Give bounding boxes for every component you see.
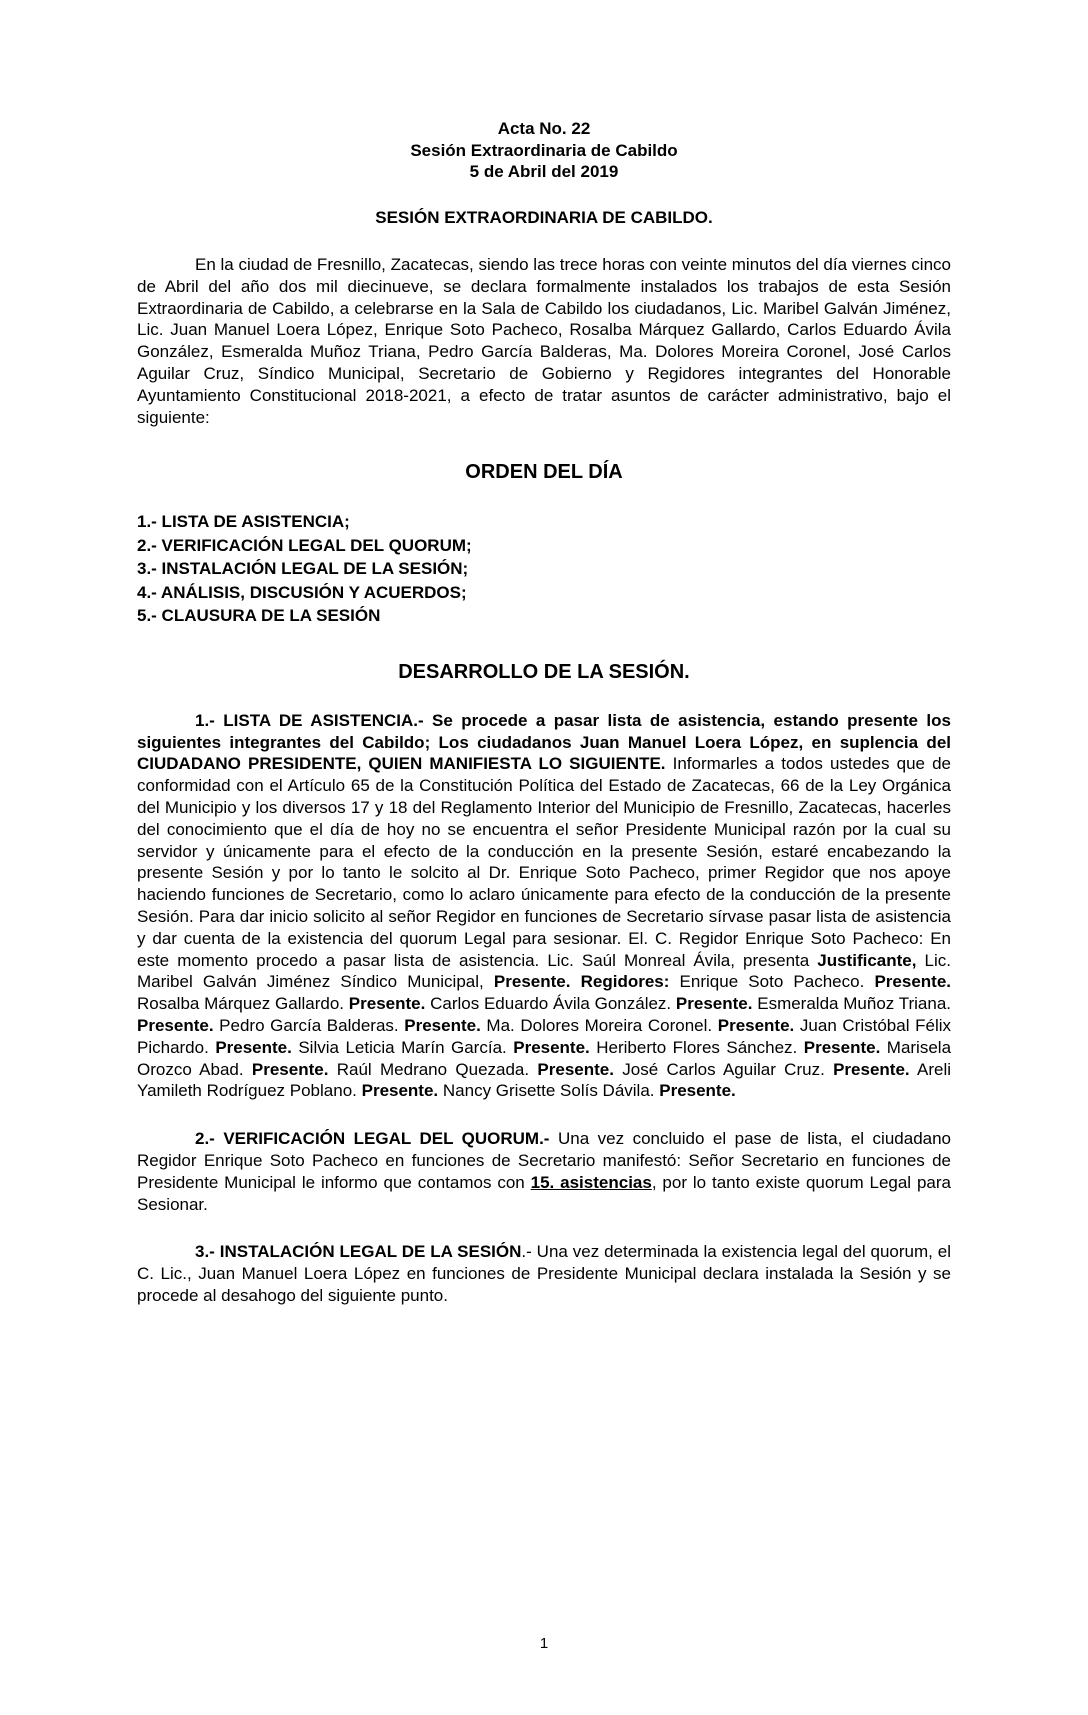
text-run: Rosalba Márquez Gallardo. [137,994,349,1014]
text-run: José Carlos Aguilar Cruz. [613,1059,834,1079]
text-run: Presente. [251,1059,329,1079]
text-run: Informarles a todos ustedes que de conformidad con el Artículo 65 de la Constitución Política del Estado de Zacatecas, 66 de la Ley Orgánica del Municipio y los diversos 17 y 18 del Reglamento Interior del Municipio de Fresnillo, Zacatecas, hacerles del conocimiento que el día de hoy no se encuentra el señor Presidente Municipal razón por la cual su servidor y únicamente para el efecto de la conducción en la presente Sesión, estaré encabezando la presente Sesión y por lo tanto le solcito al Dr. Enrique Soto Pacheco, primer Regidor que nos apoye haciendo funciones de Secretario, como lo aclaro únicamente para efecto de la conducción de la presente Sesión. Para dar inicio solicito al señor Regidor en funciones de Secretario sírvase pasar lista de asistencia y dar cuenta de la existencia del quorum Legal para sesionar. El. C. Regidor Enrique Soto Pacheco: En este momento procedo a pasar lista de asistencia. Lic. Saúl Monreal Ávila, presenta [137,754,951,970]
orden-del-dia-heading: ORDEN DEL DÍA [465,461,623,484]
orden-item-2: 2.- VERIFICACIÓN LEGAL DEL QUORUM; [137,535,472,555]
text-run: Enrique Soto Pacheco. [669,972,875,992]
text-run: 2.- VERIFICACIÓN LEGAL DEL QUORUM.- [195,1129,550,1149]
text-run: Marisela Orozco Abad. [137,1037,952,1079]
session-date: 5 de Abril del 2019 [469,162,619,181]
text-run: .- Una vez determinada la existencia legal del quorum, el C. Lic., Juan Manuel Loera López en funciones de Presidente Municipal declara instalada la Sesión y se procede al desahogo del siguiente punto. [137,1242,951,1305]
text-run: Presente. [215,1037,292,1057]
text-run: Lic. Maribel Galván Jiménez Síndico Municipal, [137,950,951,992]
orden-item-1: 1.- LISTA DE ASISTENCIA; [137,512,350,532]
text-run: Presente. [348,994,426,1014]
orden-item-5: 5.- CLAUSURA DE LA SESIÓN [137,606,381,626]
text-run: Ma. Dolores Moreira Coronel. [480,1016,718,1036]
text-run: Pedro García Balderas. [213,1016,405,1036]
orden-item-3: 3.- INSTALACIÓN LEGAL DE LA SESIÓN; [137,559,469,579]
text-run: Esmeralda Muñoz Triana. [752,994,952,1014]
text-run: Justificante, [817,950,917,970]
orden-del-dia-list [137,510,951,628]
text-run: Presente. [675,994,753,1014]
acta-number: Acta No. 22 [497,119,591,138]
text-run: Presente. [361,1081,439,1101]
text-run: Presente. [404,1016,481,1036]
text-run: Presente. Regidores: [493,972,670,992]
text-run: Silvia Leticia Marín García. [291,1037,514,1057]
paragraph-lista-asistencia [137,710,951,1102]
text-run: Una vez concluido el pase de lista, el ciudadano Regidor Enrique Soto Pacheco en funciones de Secretario manifestó: Señor Secretario en funciones de Presidente Municipal le informo que contamos con [137,1129,952,1192]
session-type: Sesión Extraordinaria de Cabildo [410,140,678,160]
text-run: Presente. [803,1037,881,1057]
text-run: , por lo tanto existe quorum Legal para Sesionar. [137,1172,951,1214]
text-run: Presente. [537,1059,614,1079]
text-run: 3.- INSTALACIÓN LEGAL DE LA SESIÓN [195,1242,522,1262]
text-run: Juan Cristóbal Félix Pichardo. [137,1016,951,1057]
orden-item-4: 4.- ANÁLISIS, DISCUSIÓN Y ACUERDOS; [137,582,467,602]
text-run: Presente. [717,1016,795,1036]
paragraph-verificacion-quorum [137,1128,951,1215]
text-run: Carlos Eduardo Ávila González. [425,994,676,1014]
text-run: Heriberto Flores Sánchez. [589,1037,804,1057]
text-run: Nancy Grisette Solís Dávila. [438,1081,660,1101]
text-run: Areli Yamileth Rodríguez Poblano. [137,1059,952,1101]
text-run: Presente. [659,1081,736,1101]
doc-header [137,118,951,183]
text-run: Presente. [513,1037,590,1057]
text-run: Raúl Medrano Quezada. [328,1059,538,1079]
intro-paragraph: En la ciudad de Fresnillo, Zacatecas, siendo las trece horas con veinte minutos del día viernes cinco de Abril del año dos mil diecinueve, se declara formalmente instalados los trabajos de esta Sesión Extraordinaria de Cabildo, a celebrarse en la Sala de Cabildo los ciudadanos, Lic. Maribel Galván Jiménez, Lic. Juan Manuel Loera López, Enrique Soto Pacheco, Rosalba Márquez Gallardo, Carlos Eduardo Ávila González, Esmeralda Muñoz Triana, Pedro García Balderas, Ma. Dolores Moreira Coronel, José Carlos Aguilar Cruz, Síndico Municipal, Secretario de Gobierno y Regidores integrantes del Honorable Ayuntamiento Constitucional 2018-2021, a efecto de tratar asuntos de carácter administrativo, bajo el siguiente: [137,255,951,427]
paragraph-instalacion-legal [137,1241,951,1306]
text-run: 1.- LISTA DE ASISTENCIA.- Se procede a pasar lista de asistencia, estando presente los siguientes integrantes del Cabildo; Los ciudadanos Juan Manuel Loera López, en suplencia del CIUDADANO PRESIDENTE, QUIEN MANIFIESTA LO SIGUIENTE. [137,710,951,774]
doc-title: SESIÓN EXTRAORDINARIA DE CABILDO. [375,207,713,227]
text-run: Presente. [137,1016,214,1036]
text-run: Presente. [833,1059,910,1079]
desarrollo-heading: DESARROLLO DE LA SESIÓN. [398,660,690,683]
text-run: Presente. [874,972,952,992]
page-number: 1 [539,1635,549,1652]
text-run: 15. asistencias [530,1172,652,1192]
